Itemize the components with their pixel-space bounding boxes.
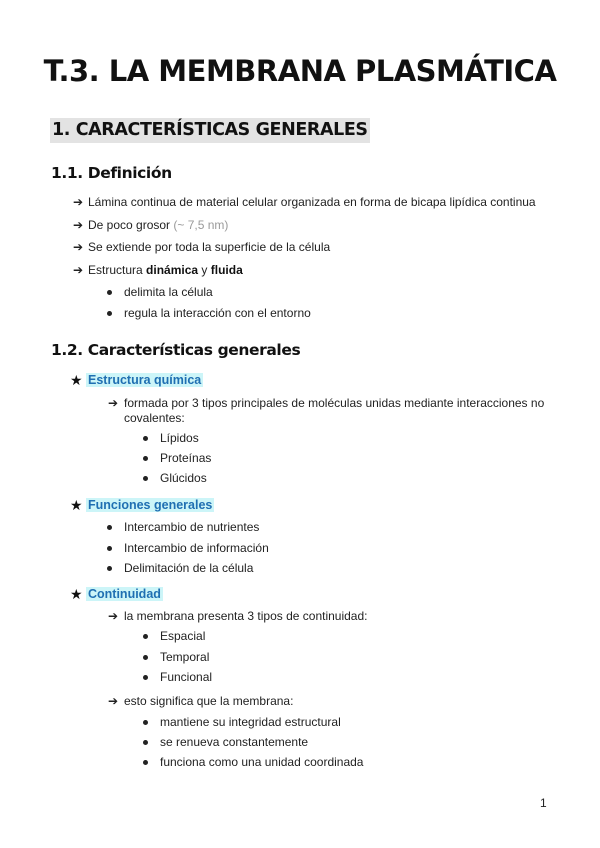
star-icon: ★ [70,497,83,513]
quimica-text-line2: covalentes: [124,411,185,425]
subsection-heading-definicion: 1.1. Definición [51,164,172,182]
list-item: delimita la célula [124,285,213,299]
document-title: T.3. LA MEMBRANA PLASMÁTICA [43,54,557,88]
bullet-dot-icon [143,740,148,745]
quimica-text-line1: formada por 3 tipos principales de moléculas unidas mediante interacciones no [124,396,545,410]
definition-item: Se extiende por toda la superficie de la célula [88,240,331,254]
subsection-heading-caracteristicas: 1.2. Características generales [51,341,301,359]
list-item: Temporal [160,650,210,664]
grosor-note: (~ 7,5 nm) [173,218,229,232]
fluida-bold: fluida [210,263,243,277]
bullet-dot-icon [107,290,112,295]
bullet-dot-icon [143,436,148,441]
highlight-label [86,373,203,388]
continuidad-arrow-text: la membrana presenta 3 tipos de continuidad: [124,609,368,623]
continuidad-label: Continuidad [88,587,161,601]
list-item: Espacial [160,629,206,643]
bullet-dot-icon [143,456,148,461]
list-item: Proteínas [160,451,212,465]
list-item: Glúcidos [160,471,207,485]
list-item: Intercambio de información [124,541,269,555]
right-arrow-icon: ➔ [73,240,84,254]
definition-item [88,218,228,233]
section-heading-caracteristicas: 1. CARACTERÍSTICAS GENERALES [50,118,370,143]
list-item: Lípidos [160,431,199,445]
definition-item [88,263,243,278]
highlight-label [86,498,214,513]
list-item: funciona como una unidad coordinada [160,755,364,769]
bullet-dot-icon [107,311,112,316]
star-icon: ★ [70,586,83,602]
bullet-dot-icon [143,720,148,725]
right-arrow-icon: ➔ [73,195,84,209]
conjunction: y [201,263,208,277]
right-arrow-icon: ➔ [108,694,119,708]
bullet-dot-icon [107,525,112,530]
bullet-dot-icon [107,546,112,551]
estructura-quimica-label: Estructura química [88,373,202,387]
continuidad-arrow-text: esto significa que la membrana: [124,694,294,708]
bullet-dot-icon [143,655,148,660]
list-item: mantiene su integridad estructural [160,715,341,729]
right-arrow-icon: ➔ [73,263,84,277]
bullet-dot-icon [143,675,148,680]
grosor-text: De poco grosor [88,218,171,232]
list-item: Funcional [160,670,213,684]
list-item: Intercambio de nutrientes [124,520,260,534]
list-item: Delimitación de la célula [124,561,254,575]
right-arrow-icon: ➔ [73,218,84,232]
bullet-dot-icon [143,476,148,481]
star-icon: ★ [70,372,83,388]
list-item: regula la interacción con el entorno [124,306,311,320]
right-arrow-icon: ➔ [108,396,119,410]
highlight-label [86,587,163,602]
funciones-generales-label: Funciones generales [88,498,213,512]
definition-item: Lámina continua de material celular organizada en forma de bicapa lipídica continua [88,195,536,209]
page-number: 1 [540,796,547,810]
list-item: se renueva constantemente [160,735,309,749]
right-arrow-icon: ➔ [108,609,119,623]
bullet-dot-icon [107,566,112,571]
bullet-dot-icon [143,634,148,639]
dinamica-bold: dinámica [146,263,199,277]
bullet-dot-icon [143,760,148,765]
estructura-text: Estructura [88,263,143,277]
